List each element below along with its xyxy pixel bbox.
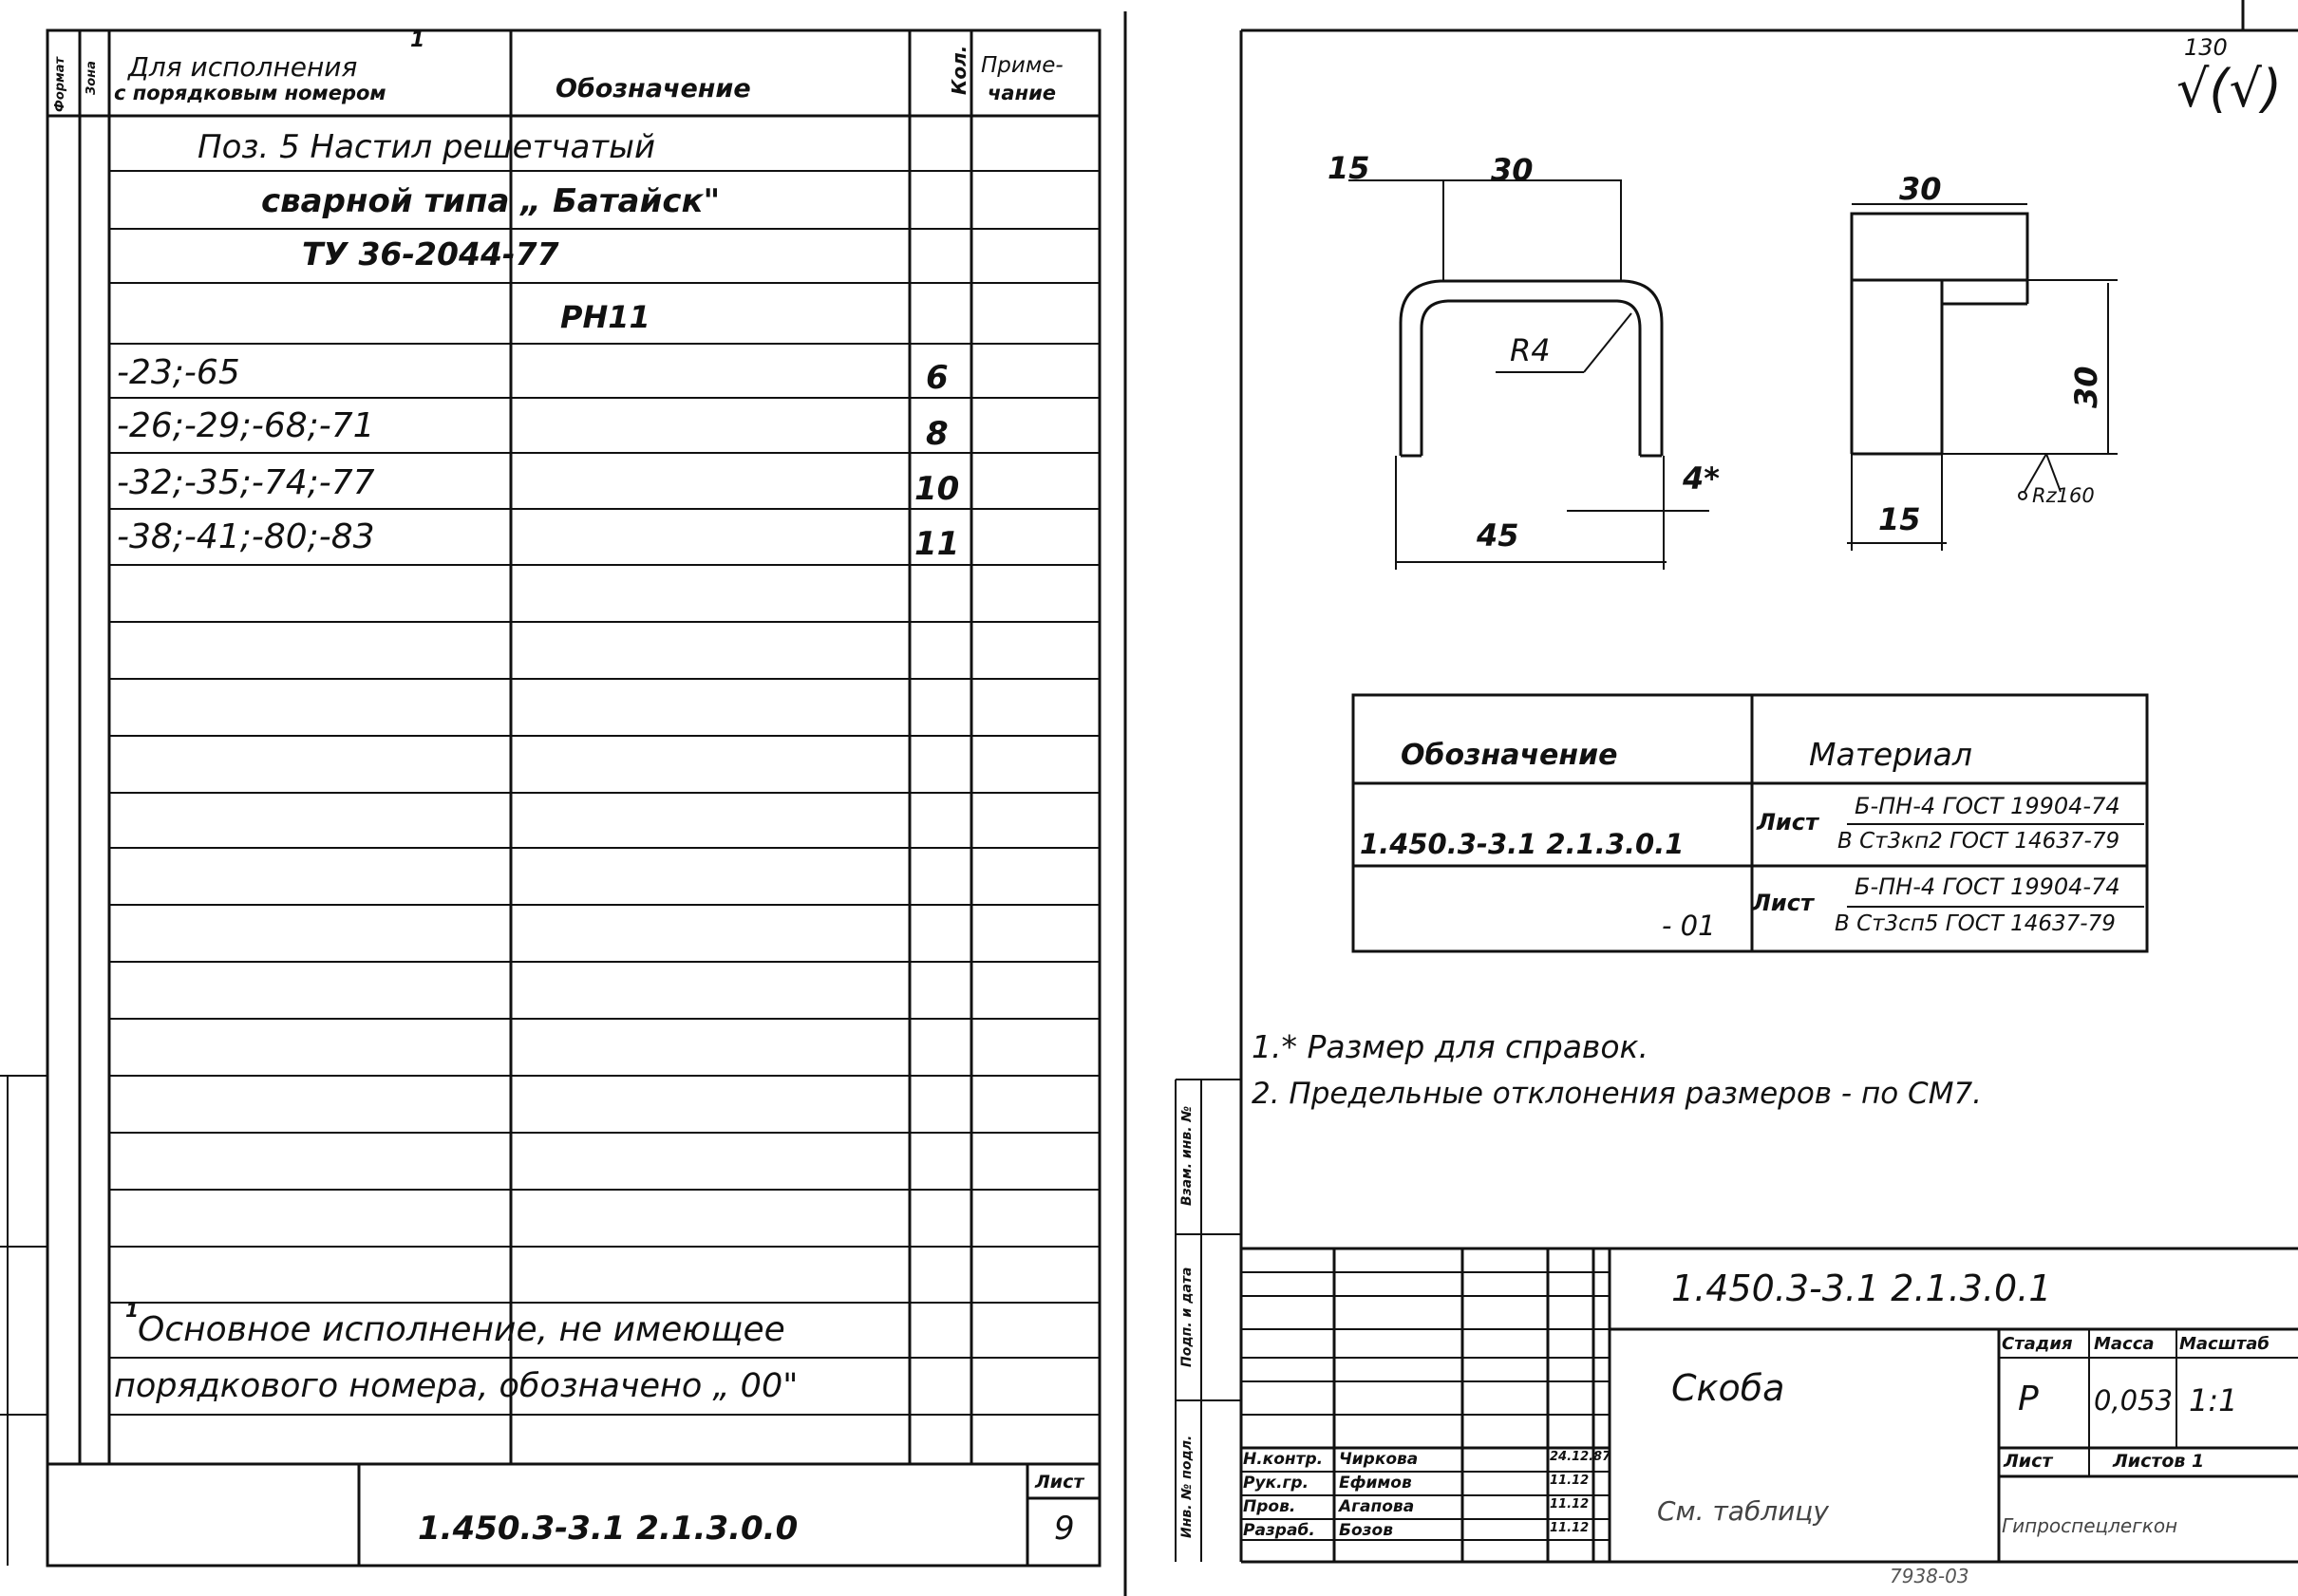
left-doc-code: 1.450.3-3.1 2.1.3.0.0: [418, 1510, 799, 1548]
dim-side-bottom: 15: [1878, 501, 1921, 537]
stamp-replaced-inv: Взам. инв. №: [1179, 1105, 1195, 1206]
left-row-lines: [109, 171, 1100, 1415]
table-row-1-material-top: Б-ПН-4 ГОСТ 19904-74: [1855, 793, 2120, 819]
front-view-dims: [1348, 180, 1709, 570]
title-scale-label: Масштаб: [2179, 1334, 2270, 1354]
title-mass-value: 0,053: [2094, 1384, 2174, 1417]
table-row-2-prefix: Лист: [1752, 890, 1814, 916]
dim-side-height: 30: [2068, 366, 2104, 408]
dim-side-top: 30: [1899, 171, 1942, 207]
dim-front-width: 45: [1477, 517, 1519, 554]
corner-number: 130: [2184, 34, 2228, 61]
title-stage-value: Р: [2018, 1380, 2039, 1418]
title-organization: Гипроспецлегкон: [2002, 1514, 2178, 1537]
dim-front-radius: R4: [1510, 332, 1551, 368]
spec-title-line2: сварной типа „ Батайск": [261, 182, 721, 220]
person-2-role: Рук.гр.: [1243, 1474, 1309, 1493]
table-row-1-material-bottom: В Ст3кп2 ГОСТ 14637-79: [1837, 829, 2120, 854]
person-4-role: Разраб.: [1243, 1521, 1315, 1540]
person-1-name: Чиркова: [1339, 1450, 1419, 1469]
title-scale-value: 1:1: [2189, 1382, 2238, 1418]
spec-grade: РН11: [560, 299, 650, 335]
spec-row-4-qty: 11: [914, 525, 960, 563]
dim-side-roughness: Rz160: [2032, 484, 2095, 507]
person-3-date: 11.12: [1550, 1497, 1590, 1512]
header-variant-mark: 1: [410, 28, 425, 52]
dim-front-a: 15: [1328, 150, 1370, 186]
table-header-designation: Обозначение: [1401, 739, 1618, 772]
footnote-line2: порядкового номера, обозначено „ 00": [114, 1367, 799, 1405]
header-note-line2: чание: [988, 82, 1057, 104]
table-row-2-material-top: Б-ПН-4 ГОСТ 19904-74: [1855, 873, 2120, 900]
title-part-name: Скоба: [1671, 1367, 1785, 1409]
title-doc-code: 1.450.3-3.1 2.1.3.0.1: [1671, 1267, 2052, 1309]
spec-row-4-variant: -38;-41;-80;-83: [117, 517, 375, 556]
spec-title-line3: ТУ 36-2044-77: [302, 235, 559, 272]
title-sheet-label: Лист: [2004, 1451, 2053, 1472]
header-designation: Обозначение: [556, 74, 751, 103]
header-format-label: Формат: [53, 56, 67, 112]
drawing-note-1: 1.* Размер для справок.: [1252, 1028, 1648, 1065]
person-3-name: Агапова: [1339, 1497, 1415, 1516]
person-4-name: Бозов: [1339, 1521, 1393, 1540]
front-view-bracket: [1401, 281, 1662, 456]
person-3-role: Пров.: [1243, 1497, 1296, 1516]
left-sheet-number: 9: [1054, 1510, 1075, 1548]
person-1-role: Н.контр.: [1243, 1450, 1324, 1469]
table-row-1-prefix: Лист: [1757, 809, 1818, 836]
header-qty-label: Кол.: [948, 45, 970, 95]
left-sheet-label: Лист: [1035, 1472, 1084, 1493]
table-header-material: Материал: [1809, 736, 1972, 773]
spec-row-3-qty: 10: [914, 470, 960, 508]
dim-front-thickness: 4*: [1683, 460, 1720, 497]
spec-row-1-qty: 6: [926, 359, 949, 397]
footnote-mark: 1: [125, 1299, 139, 1322]
header-variant-line1: Для исполнения: [128, 51, 358, 83]
person-1-date: 24.12.87: [1550, 1450, 1611, 1464]
title-material-ref: См. таблицу: [1657, 1495, 1829, 1527]
person-4-date: 11.12: [1550, 1521, 1590, 1535]
spec-title-line1: Поз. 5 Настил решетчатый: [198, 128, 656, 166]
spec-row-2-qty: 8: [926, 415, 949, 453]
stamp-signature-date: Подп. и дата: [1179, 1267, 1195, 1367]
title-stage-label: Стадия: [2002, 1334, 2073, 1354]
title-mass-label: Масса: [2094, 1334, 2155, 1354]
table-row-2-material-bottom: В Ст3сп5 ГОСТ 14637-79: [1835, 911, 2116, 936]
header-variant-line2: с порядковым номером: [114, 82, 386, 104]
spec-row-1-variant: -23;-65: [117, 353, 240, 392]
table-row-1-designation: 1.450.3-3.1 2.1.3.0.1: [1360, 828, 1685, 860]
drawing-note-2: 2. Предельные отклонения размеров - по СМ7.: [1252, 1077, 1983, 1111]
spec-row-3-variant: -32;-35;-74;-77: [117, 463, 375, 502]
person-2-name: Ефимов: [1339, 1474, 1412, 1493]
roughness-symbol: √(√): [2176, 59, 2282, 119]
person-2-date: 11.12: [1550, 1474, 1590, 1488]
table-row-2-designation: - 01: [1662, 910, 1716, 942]
footnote-line1: Основное исполнение, не имеющее: [138, 1310, 785, 1349]
dim-front-b: 30: [1491, 152, 1534, 188]
side-view-profile: [1852, 214, 2027, 454]
bottom-archive-stamp: 7938-03: [1890, 1565, 1969, 1587]
header-zone-label: Зона: [85, 61, 99, 95]
header-note-line1: Приме-: [981, 53, 1064, 78]
spec-row-2-variant: -26;-29;-68;-71: [117, 406, 375, 445]
title-sheets-label: Листов 1: [2113, 1451, 2205, 1472]
stamp-original-inv: Инв. № подл.: [1179, 1435, 1195, 1538]
